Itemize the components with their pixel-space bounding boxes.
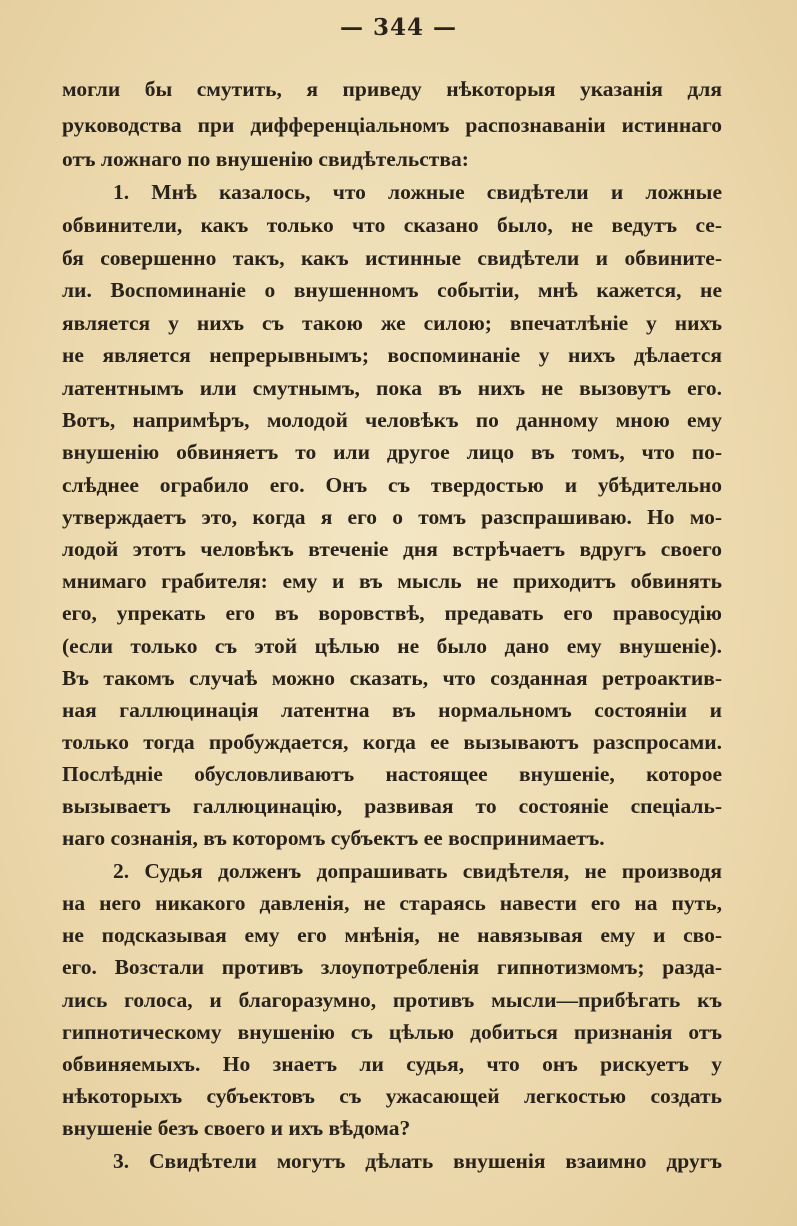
text-line: обвинители, какъ только что сказано было, не ведутъ се-: [62, 213, 722, 237]
text-line: нѣкоторыхъ субъектовъ съ ужасающей легкостью создать: [62, 1084, 722, 1108]
text-line: является у нихъ съ такою же силою; впечатлѣніе у нихъ: [62, 311, 722, 335]
text-line: не является непрерывнымъ; воспоминаніе у нихъ дѣлается: [62, 343, 722, 367]
text-line: только тогда пробуждается, когда ее вызываютъ разспросами.: [62, 730, 722, 754]
text-line: лодой этотъ человѣкъ втеченіе дня встрѣчаетъ вдругъ своего: [62, 537, 722, 561]
text-line: латентнымъ или смутнымъ, пока въ нихъ не вызовутъ его.: [62, 376, 722, 400]
text-line: обвиняемыхъ. Но знаетъ ли судья, что онъ рискуетъ у: [62, 1052, 722, 1076]
text-line: слѣднее ограбило его. Онъ съ твердостью и убѣдительно: [62, 473, 722, 497]
text-line: ная галлюцинація латентна въ нормальномъ состояніи и: [62, 698, 722, 722]
text-line: 2. Судья долженъ допрашивать свидѣтеля, не производя: [113, 859, 722, 883]
text-line: внушеніе безъ своего и ихъ вѣдома?: [62, 1116, 411, 1140]
page-number: — 344 —: [339, 14, 458, 41]
text-line: бя совершенно такъ, какъ истинные свидѣтели и обвините-: [62, 246, 722, 270]
text-line: утверждаетъ это, когда я его о томъ разспрашиваю. Но мо-: [62, 505, 722, 529]
text-line: 1. Мнѣ казалось, что ложные свидѣтели и ложные: [113, 180, 722, 204]
text-line: отъ ложнаго по внушенію свидѣтельства:: [62, 147, 469, 171]
text-line: Вотъ, напримѣръ, молодой человѣкъ по данному мною ему: [62, 408, 722, 432]
text-line: его, упрекать его въ воровствѣ, предавать его правосудію: [62, 601, 722, 625]
text-line: на него никакого давленія, не стараясь навести его на путь,: [62, 891, 722, 915]
text-line: мнимаго грабителя: ему и въ мысль не приходитъ обвинять: [62, 569, 722, 593]
text-line: лись голоса, и благоразумно, противъ мысли—прибѣгать къ: [62, 988, 722, 1012]
text-line: Послѣдніе обусловливаютъ настоящее внушеніе, которое: [62, 762, 722, 786]
text-line: ли. Воспоминаніе о внушенномъ событіи, мнѣ кажется, не: [62, 278, 722, 302]
text-line: могли бы смутить, я приведу нѣкоторыя указанія для: [62, 77, 722, 101]
text-line: не подсказывая ему его мнѣнія, не навязывая ему и сво-: [62, 923, 722, 947]
text-line: 3. Свидѣтели могутъ дѣлать внушенія взаимно другъ: [113, 1149, 722, 1173]
text-line: Въ такомъ случаѣ можно сказать, что созданная ретроактив-: [62, 666, 722, 690]
text-line: внушенію обвиняетъ то или другое лицо въ томъ, что по-: [62, 440, 722, 464]
text-line: (если только съ этой цѣлью не было дано ему внушеніе).: [62, 634, 722, 658]
text-line: его. Возстали противъ злоупотребленія гипнотизмомъ; разда-: [62, 955, 722, 979]
text-line: вызываетъ галлюцинацію, развивая то состояніе спеціаль-: [62, 794, 722, 818]
text-line: гипнотическому внушенію съ цѣлью добиться признанія отъ: [62, 1020, 722, 1044]
text-line: руководства при дифференціальномъ распознаваніи истиннаго: [62, 113, 722, 137]
text-line: наго сознанія, въ которомъ субъектъ ее воспринимаетъ.: [62, 826, 605, 850]
